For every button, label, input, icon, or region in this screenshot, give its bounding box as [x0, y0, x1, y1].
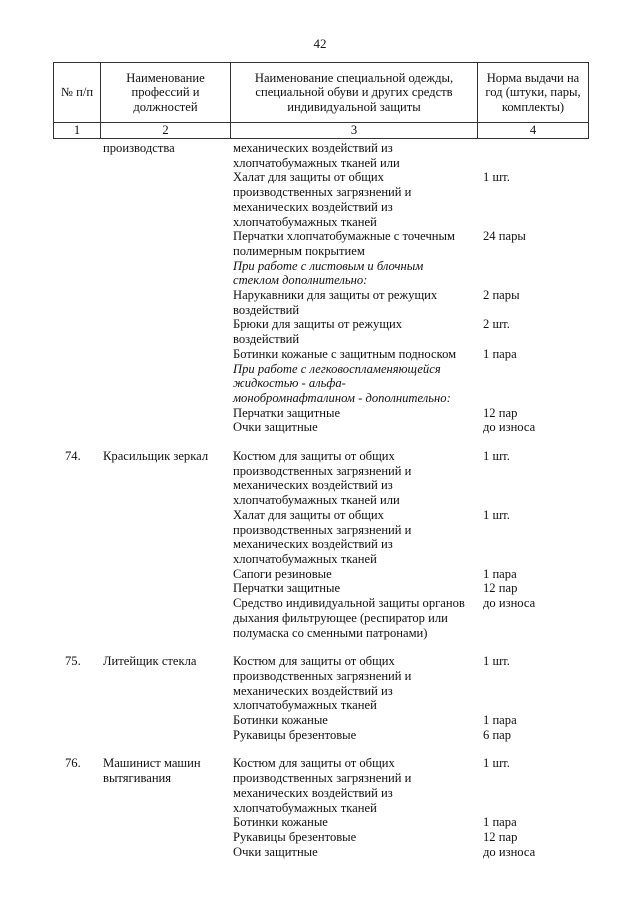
equipment-name [230, 420, 477, 435]
text-line: Сапоги резиновые [233, 566, 332, 581]
text-line: дыхания фильтрующее (респиратор или [233, 610, 448, 625]
text-line: хлопчатобумажных тканей [233, 214, 377, 229]
equipment-item [230, 170, 588, 229]
equipment-item [230, 288, 588, 317]
issue-norm: 12 пар [483, 581, 518, 596]
issue-norm: до износа [483, 596, 536, 611]
text-line: механических воздействий из [233, 478, 393, 493]
issue-norm: 1 пара [483, 346, 517, 361]
row-number: 74. [65, 449, 81, 464]
table-row [53, 756, 588, 859]
text-line: механических воздействий из [233, 683, 393, 698]
equipment-name [230, 596, 477, 640]
text-line: Халат для защиты от общих [233, 170, 384, 185]
header-equipment: Наименование специальной одежды, специальной обуви и других средств индивидуальной защиты [231, 63, 478, 123]
text-line: Ботинки кожаные с защитным подноском [233, 346, 457, 361]
row-number: 76. [65, 756, 81, 771]
row-number: 75. [65, 654, 81, 669]
text-line: хлопчатобумажных тканей [233, 551, 377, 566]
issue-norm: 1 пара [483, 815, 517, 830]
equipment-item [230, 567, 588, 582]
equipment-list [230, 756, 588, 859]
table-row [53, 654, 588, 742]
equipment-item [230, 347, 588, 362]
equipment-item [230, 830, 588, 845]
condition-note [230, 362, 588, 406]
equipment-item [230, 845, 588, 860]
column-number-2: 2 [101, 123, 231, 139]
issue-norm: 1 шт. [483, 756, 510, 771]
issue-norm: 1 шт. [483, 449, 510, 464]
issue-norm [477, 362, 588, 406]
text-line: Костюм для защиты от общих [233, 654, 395, 669]
text-line: производственных загрязнений и [233, 185, 412, 200]
text-line: производственных загрязнений и [233, 771, 412, 786]
equipment-name [230, 830, 477, 845]
text-line: механических воздействий из [233, 537, 393, 552]
text-line: воздействий [233, 332, 300, 347]
equipment-item [230, 229, 588, 258]
issue-norm: 1 шт. [483, 170, 510, 185]
text-line: производственных загрязнений и [233, 522, 412, 537]
condition-note [230, 259, 588, 288]
page-number: 42 [313, 36, 327, 51]
text-line: воздействий [233, 302, 300, 317]
table-row [53, 449, 588, 640]
equipment-item [230, 508, 588, 567]
equipment-item [230, 581, 588, 596]
text-line: Перчатки защитные [233, 405, 341, 420]
text-line: Ботинки кожаные [233, 815, 328, 830]
text-line: Ботинки кожаные [233, 713, 328, 728]
profession-name: производства [103, 141, 175, 155]
equipment-name [230, 170, 477, 229]
text-line: механических воздействий из [233, 141, 393, 155]
equipment-list [230, 141, 588, 435]
equipment-item [230, 141, 588, 170]
text-line: производственных загрязнений и [233, 463, 412, 478]
issue-norm: 1 пара [483, 713, 517, 728]
text-line: Очки защитные [233, 420, 318, 435]
equipment-name [230, 229, 477, 258]
equipment-name [230, 288, 477, 317]
table-row [53, 141, 588, 435]
equipment-item [230, 654, 588, 713]
equipment-name [230, 756, 477, 815]
profession-name: Литейщик стекла [103, 654, 197, 669]
equipment-name [230, 347, 477, 362]
header-norm: Норма выдачи на год (штуки, пары, комплекты) [478, 63, 589, 123]
text-line: производственных загрязнений и [233, 668, 412, 683]
equipment-name [230, 259, 477, 288]
text-line: Нарукавники для защиты от режущих [233, 288, 438, 303]
text-line: Очки защитные [233, 844, 318, 859]
text-line: Костюм для защиты от общих [233, 756, 395, 771]
equipment-name [230, 654, 477, 713]
text-line: полимерным покрытием [233, 243, 365, 258]
equipment-list [230, 449, 588, 640]
issue-norm: 1 шт. [483, 507, 510, 522]
text-line: Перчатки защитные [233, 581, 341, 596]
text-line: Средство индивидуальной защиты органов [233, 596, 465, 611]
table-header [53, 62, 589, 139]
column-number-4: 4 [478, 123, 589, 139]
header-number: № п/п [54, 63, 101, 123]
issue-norm: 24 пары [483, 229, 526, 244]
equipment-item [230, 728, 588, 743]
text-line: полумаска со сменными патронами) [233, 625, 428, 640]
equipment-item [230, 420, 588, 435]
issue-norm: 12 пар [483, 405, 518, 420]
text-line: Костюм для защиты от общих [233, 449, 395, 464]
equipment-item [230, 449, 588, 508]
issue-norm: до износа [483, 844, 536, 859]
text-line: Рукавицы брезентовые [233, 829, 357, 844]
profession-name: Красильщик зеркал [103, 449, 209, 464]
equipment-list [230, 654, 588, 742]
text-line: Рукавицы брезентовые [233, 727, 357, 742]
equipment-item [230, 406, 588, 421]
text-line: монобромнафталином - дополнительно: [233, 390, 451, 405]
text-line: Халат для защиты от общих [233, 507, 384, 522]
equipment-name [230, 845, 477, 860]
equipment-name [230, 815, 477, 830]
text-line: При работе с легковоспламеняющейся [233, 361, 441, 376]
equipment-name [230, 141, 477, 170]
text-line: жидкостью - альфа- [233, 376, 346, 391]
issue-norm: 2 шт. [483, 317, 510, 332]
header-profession: Наименование профессий и должностей [101, 63, 231, 123]
issue-norm: 1 шт. [483, 654, 510, 669]
text-line: хлопчатобумажных тканей или [233, 155, 400, 170]
equipment-item [230, 596, 588, 640]
equipment-name [230, 581, 477, 596]
text-line: хлопчатобумажных тканей или [233, 493, 400, 508]
equipment-name [230, 728, 477, 743]
table-body [53, 141, 588, 873]
issue-norm [477, 141, 588, 170]
text-line: хлопчатобумажных тканей [233, 800, 377, 815]
equipment-name [230, 567, 477, 582]
issue-norm: 1 пара [483, 566, 517, 581]
text-line: При работе с листовым и блочным [233, 258, 424, 273]
equipment-item [230, 317, 588, 346]
text-line: хлопчатобумажных тканей [233, 698, 377, 713]
text-line: Брюки для защиты от режущих [233, 317, 403, 332]
equipment-name [230, 406, 477, 421]
row-number [53, 141, 100, 435]
text-line: стеклом дополнительно: [233, 273, 368, 288]
equipment-item [230, 756, 588, 815]
equipment-name [230, 508, 477, 567]
equipment-item [230, 815, 588, 830]
issue-norm: 12 пар [483, 829, 518, 844]
issue-norm [477, 259, 588, 288]
text-line: Перчатки хлопчатобумажные с точечным [233, 229, 455, 244]
equipment-item [230, 713, 588, 728]
text-line: механических воздействий из [233, 785, 393, 800]
issue-norm: 2 пары [483, 288, 520, 303]
equipment-name [230, 317, 477, 346]
issue-norm: 6 пар [483, 727, 512, 742]
equipment-name [230, 362, 477, 406]
issue-norm: до износа [483, 420, 536, 435]
column-number-1: 1 [54, 123, 101, 139]
text-line: механических воздействий из [233, 199, 393, 214]
profession-name: Машинист машин вытягивания [103, 756, 201, 786]
column-number-3: 3 [231, 123, 478, 139]
equipment-name [230, 449, 477, 508]
equipment-name [230, 713, 477, 728]
